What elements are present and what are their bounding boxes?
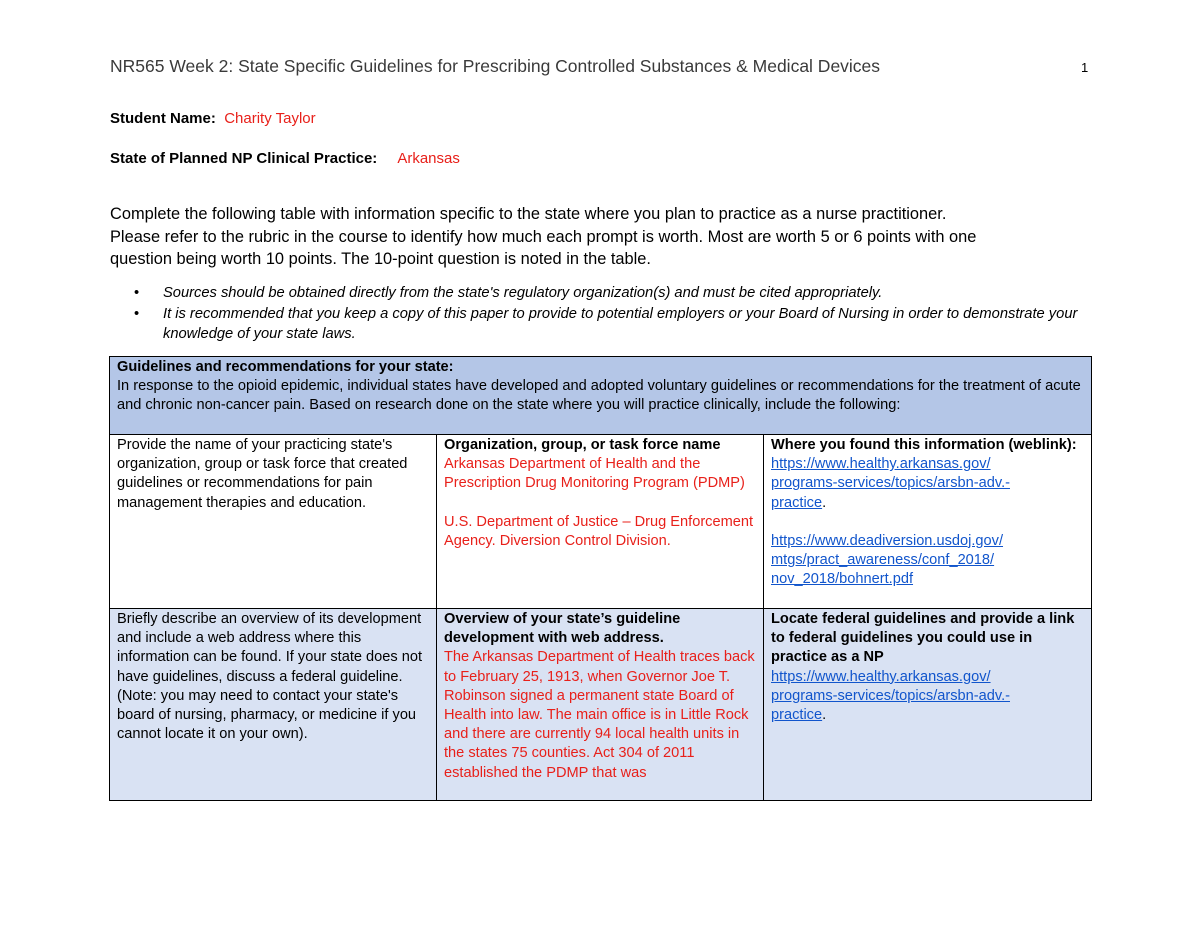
banner-text: In response to the opioid epidemic, individual states have developed and adopted voluntary guidelines or recommendations for the treatment of acute and chronic non-cancer pain. Based on research done on the state where you will practice clinically, include the following:: [117, 378, 1081, 414]
guidelines-table: [109, 356, 1092, 801]
source-link-2: [771, 532, 1084, 590]
organization-answer: U.S. Department of Justice – Drug Enforcement Agency. Diversion Control Division.: [444, 513, 754, 549]
deadiversion-link[interactable]: https://www.deadiversion.usdoj.gov/ mtgs/pract_awareness/conf_2018/ nov_2018/bohnert.pdf: [771, 532, 1004, 588]
student-name-label: Student Name:: [110, 110, 216, 127]
table-banner-row: [110, 357, 1092, 435]
student-name-value: Charity Taylor: [224, 110, 316, 127]
state-label: State of Planned NP Clinical Practice:: [110, 150, 378, 167]
organization-heading: Organization, group, or task force name: [444, 437, 721, 453]
bullet-item: [134, 283, 1084, 304]
table-row: [110, 609, 1092, 801]
overview-answer: The Arkansas Department of Health traces back to February 25, 1913, when Governor Joe T. Robinson signed a permanent state Board of Health into law. The main office is in Little Rock and there are currently 94 local health units in the states 75 counties. Act 304 of 2011 established the PDMP that was: [444, 649, 755, 781]
intro-line: Complete the following table with information specific to the state where you plan to practice as a nurse practitioner.: [110, 205, 947, 223]
organization-answer: Arkansas Department of Health and the Prescription Drug Monitoring Program (PDMP): [444, 456, 745, 492]
intro-paragraph: [110, 203, 1100, 271]
intro-line: question being worth 10 points. The 10-point question is noted in the table.: [110, 250, 651, 268]
source-link-1: https://www.healthy.arkansas.gov/ programs-services/topics/arsbn-adv.- practice.: [771, 456, 1010, 511]
intro-line: Please refer to the rubric in the course to identify how much each prompt is worth. Most are worth 5 or 6 points with one: [110, 227, 977, 246]
prompt-text: Briefly describe an overview of its development and include a web address where this information can be found. If your state does not have guidelines, discuss a federal guideline. (Note: you may need to contact your state's board of nursing, pharmacy, or medicine if you cannot locate it on your own).: [117, 611, 423, 743]
overview-heading: Overview of your state’s guideline development with web address.: [444, 611, 681, 647]
instruction-bullets: [134, 283, 1084, 345]
organization-cell: [437, 435, 764, 609]
state-value: Arkansas: [397, 150, 460, 167]
prompt-cell: [110, 609, 437, 801]
federal-link: https://www.healthy.arkansas.gov/ programs-services/topics/arsbn-adv.- practice.: [771, 668, 1010, 724]
federal-guidelines-cell: [764, 609, 1092, 801]
healthy-arkansas-link[interactable]: https://www.healthy.arkansas.gov/ programs-services/topics/arsbn-adv.- practice: [771, 456, 1010, 511]
state-line: [110, 150, 460, 167]
source-heading: Where you found this information (weblink):: [771, 437, 1077, 453]
bullet-text: It is recommended that you keep a copy of this paper to provide to potential employers or your Board of Nursing in order to demonstrate your knowledge of your state laws.: [163, 305, 1078, 342]
table-row: [110, 435, 1092, 609]
bullet-icon: •: [134, 285, 140, 301]
healthy-arkansas-link[interactable]: https://www.healthy.arkansas.gov/ programs-services/topics/arsbn-adv.- practice: [771, 668, 1010, 724]
bullet-text: Sources should be obtained directly from the state's regulatory organization(s) and must be cited appropriately.: [163, 285, 883, 301]
federal-heading: Locate federal guidelines and provide a link to federal guidelines you could use in practice as a NP: [771, 611, 1075, 666]
bullet-item: [134, 304, 1084, 345]
document-header-title: NR565 Week 2: State Specific Guidelines for Prescribing Controlled Substances & Medical Devices: [110, 56, 881, 76]
overview-cell: [437, 609, 764, 801]
page-number: 1: [1081, 60, 1089, 75]
banner-heading: Guidelines and recommendations for your state:: [117, 359, 454, 375]
student-name-line: [110, 110, 316, 127]
prompt-cell: [110, 435, 437, 609]
source-cell: [764, 435, 1092, 609]
bullet-icon: •: [134, 305, 140, 322]
prompt-text: Provide the name of your practicing state's organization, group or task force that created guidelines or recommendations for pain management therapies and education.: [117, 437, 408, 511]
table-banner-cell: [110, 357, 1092, 435]
